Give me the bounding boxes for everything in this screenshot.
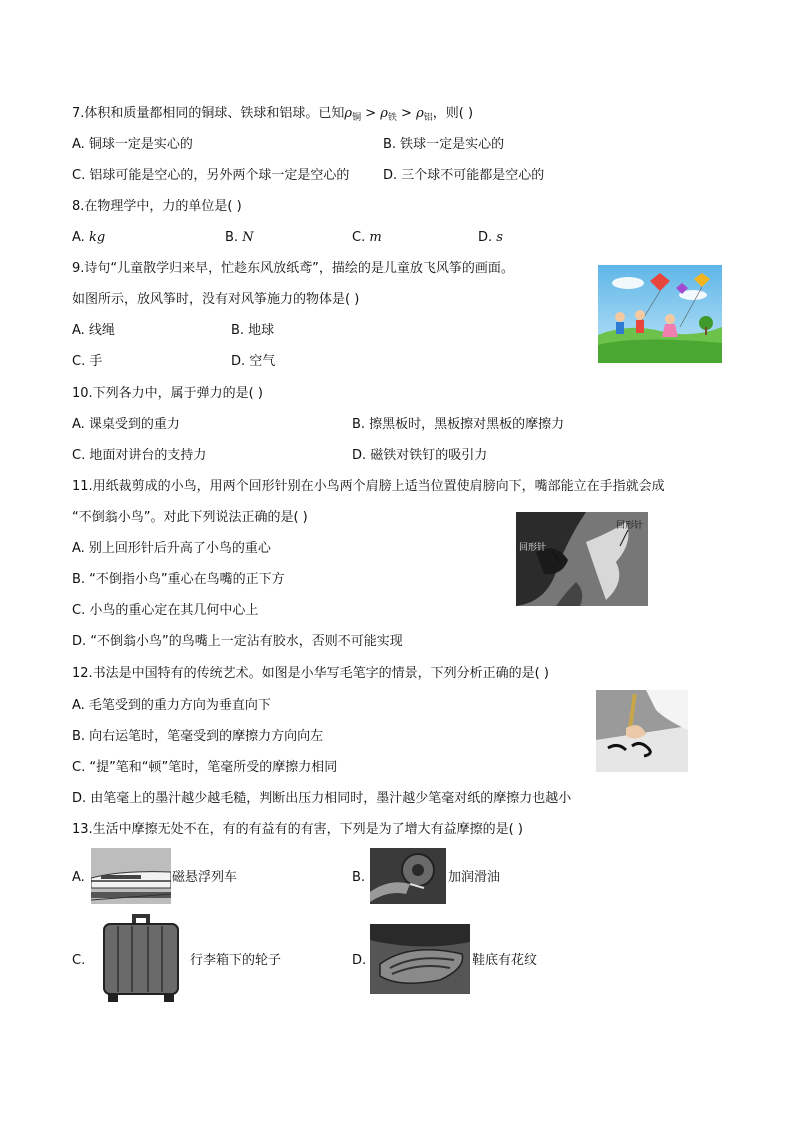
q11-option-b: B. “不倒指小鸟”重心在鸟嘴的正下方 [72, 572, 285, 587]
q9-stem-line2: 如图所示，放风筝时，没有对风筝施力的物体是( ) [72, 292, 360, 307]
q13-option-d-text: 鞋底有花纹 [472, 953, 538, 968]
q8-option-c: C. m [352, 230, 382, 245]
q9-option-a: A. 线绳 [72, 323, 115, 338]
kite-scene-svg [598, 265, 722, 363]
paperclip-label-left: 回形针 [519, 543, 547, 553]
q13-option-b-letter: B. [352, 870, 366, 885]
q13-option-b-text: 加润滑油 [448, 870, 501, 885]
q13-option-a-text: 磁悬浮列车 [172, 870, 238, 885]
q13-option-d-letter: D. [352, 953, 367, 968]
q9-option-b: B. 地球 [231, 323, 275, 338]
q10-option-d: D. 磁铁对铁钉的吸引力 [352, 448, 488, 463]
q9-option-d: D. 空气 [231, 354, 276, 369]
q7-stem: 7.体积和质量都相同的铜球、铁球和铝球。已知$\rho_铜 > \rho_铁 > \rho_铝$，则( ) [72, 106, 474, 123]
q13-option-c-letter: C. [72, 953, 86, 968]
paperclip-label-right: 回形针 [616, 521, 644, 531]
maglev-train-photo [91, 848, 171, 904]
q11-stem-line2: “不倒翁小鸟”。对此下列说法正确的是( ) [72, 510, 308, 525]
q13-stem: 13.生活中摩擦无处不在，有的有益有的有害，下列是为了增大有益摩擦的是( ) [72, 822, 523, 837]
q8-option-d: D. s [478, 230, 503, 245]
q12-option-c: C. “提”笔和“顿”笔时，笔毫所受的摩擦力相同 [72, 760, 338, 775]
kite-children-illustration [598, 265, 722, 363]
q9-option-c: C. 手 [72, 354, 103, 369]
q12-stem: 12.书法是中国特有的传统艺术。如图是小华写毛笔字的情景，下列分析正确的是( ) [72, 666, 549, 681]
q7-option-d: D. 三个球不可能都是空心的 [383, 168, 545, 183]
q8-option-b: B. N [225, 230, 254, 245]
q9-stem-line1: 9.诗句“儿童散学归来早，忙趁东风放纸鸢”，描绘的是儿童放飞风筝的画面。 [72, 261, 514, 276]
shoe-sole-svg [370, 924, 470, 994]
shoe-sole-photo [370, 924, 470, 994]
q12-option-d: D. 由笔毫上的墨汁越少越毛糙，判断出压力相同时，墨汁越少笔毫对纸的摩擦力也越小 [72, 791, 572, 806]
lubricating-oil-svg [370, 848, 446, 904]
calligraphy-svg [596, 690, 688, 772]
q7-option-c: C. 铝球可能是空心的，另外两个球一定是空心的 [72, 168, 350, 183]
q12-option-a: A. 毛笔受到的重力方向为垂直向下 [72, 698, 271, 713]
q10-option-c: C. 地面对讲台的支持力 [72, 448, 207, 463]
q7-option-b: B. 铁球一定是实心的 [383, 137, 505, 152]
suitcase-photo [98, 912, 184, 1004]
q13-option-a-letter: A. [72, 870, 85, 885]
suitcase-svg [98, 912, 184, 1004]
q11-option-d: D. “不倒翁小鸟”的鸟嘴上一定沾有胶水，否则不可能实现 [72, 634, 403, 649]
q11-option-c: C. 小鸟的重心定在其几何中心上 [72, 603, 259, 618]
q11-stem-line1: 11.用纸裁剪成的小鸟，用两个回形针别在小鸟两个肩膀上适当位置使肩膀向下，嘴部能立在手指就会成 [72, 479, 665, 494]
q10-stem: 10.下列各力中，属于弹力的是( ) [72, 386, 263, 401]
q8-option-a: A. kg [72, 230, 106, 245]
maglev-train-svg [91, 848, 171, 904]
q11-option-a: A. 别上回形针后升高了小鸟的重心 [72, 541, 271, 556]
calligraphy-photo [596, 690, 688, 772]
q13-option-c-text: 行李箱下的轮子 [190, 953, 282, 968]
q10-option-b: B. 擦黑板时，黑板擦对黑板的摩擦力 [352, 417, 565, 432]
paper-bird-photo [516, 512, 648, 606]
q10-option-a: A. 课桌受到的重力 [72, 417, 180, 432]
q12-option-b: B. 向右运笔时，笔毫受到的摩擦力方向向左 [72, 729, 324, 744]
q8-stem: 8.在物理学中，力的单位是( ) [72, 199, 242, 214]
lubricating-oil-photo [370, 848, 446, 904]
q7-option-a: A. 铜球一定是实心的 [72, 137, 193, 152]
